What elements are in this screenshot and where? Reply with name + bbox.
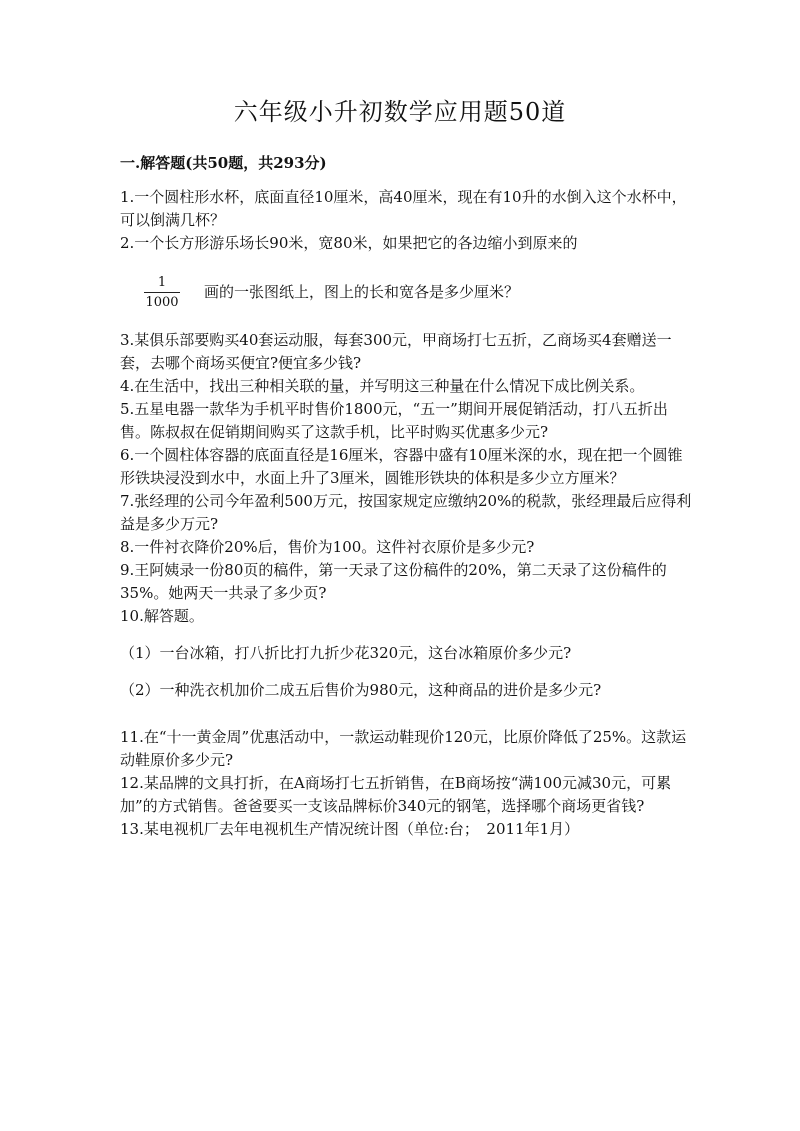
question-list xyxy=(120,186,692,841)
spacer xyxy=(120,716,692,726)
question-5: 5.五星电器一款华为手机平时售价1800元，“五一”期间开展促销活动，打八五折出售。陈叔叔在促销期间购买了这款手机，比平时购买优惠多少元? xyxy=(120,400,668,441)
section-heading: 一.解答题(共50题，共293分) xyxy=(120,154,327,172)
question-10-part-2: （2）一种洗衣机加价二成五后售价为980元，这种商品的进价是多少元? xyxy=(120,681,602,699)
question-10-part-1: （1）一台冰箱，打八折比打九折少花320元，这台冰箱原价多少元? xyxy=(120,644,572,662)
question-7: 7.张经理的公司今年盈利500万元，按国家规定应缴纳20%的税款，张经理最后应得利益是多少万元? xyxy=(120,492,692,533)
question-2: 2.一个长方形游乐场长90米，宽80米，如果把它的各边缩小到原来的 xyxy=(120,234,578,252)
fraction-numerator: 1 xyxy=(157,274,167,290)
question-13: 13.某电视机厂去年电视机生产情况统计图（单位:台； 2011年1月） xyxy=(120,820,580,838)
question-1: 1.一个圆柱形水杯，底面直径10厘米，高40厘米，现在有10升的水倒入这个水杯中，可以倒满几杯？ xyxy=(120,188,687,229)
fraction xyxy=(144,275,180,310)
question-8: 8.一件衬衣降价20%后，售价为100。这件衬衣原价是多少元? xyxy=(120,538,535,556)
question-9: 9.王阿姨录一份80页的稿件，第一天录了这份稿件的20%，第二天录了这份稿件的35%。她两天一共录了多少页? xyxy=(120,561,667,602)
question-3: 3.某俱乐部要购买40套运动服，每套300元，甲商场打七五折，乙商场买4套赠送一套，去哪个商场买便宜?便宜多少钱? xyxy=(120,331,672,372)
fraction-denominator: 1000 xyxy=(145,294,179,310)
question-11: 11.在“十一黄金周”优惠活动中，一款运动鞋现价120元，比原价降低了25%。这款运动鞋原价多少元? xyxy=(120,728,687,769)
question-4: 4.在生活中，找出三种相关联的量，并写明这三种量在什么情况下成比例关系。 xyxy=(120,377,645,395)
question-2-text-after-fraction: 画的一张图纸上，图上的长和宽各是多少厘米？ xyxy=(204,282,520,301)
question-12: 12.某品牌的文具打折，在A商场打七五折销售，在B商场按“满100元减30元，可累加”的方式销售。爸爸要买一支该品牌标价340元的钢笔，选择哪个商场更省钱? xyxy=(120,774,672,815)
page-title: 六年级小升初数学应用题50道 xyxy=(233,98,567,126)
question-10: 10.解答题。 xyxy=(120,607,204,625)
question-6: 6.一个圆柱体容器的底面直径是16厘米，容器中盛有10厘米深的水，现在把一个圆锥形铁块浸没到水中，水面上升了3厘米，圆锥形铁块的体积是多少立方厘米？ xyxy=(120,446,683,487)
question-2-continuation xyxy=(120,263,692,321)
